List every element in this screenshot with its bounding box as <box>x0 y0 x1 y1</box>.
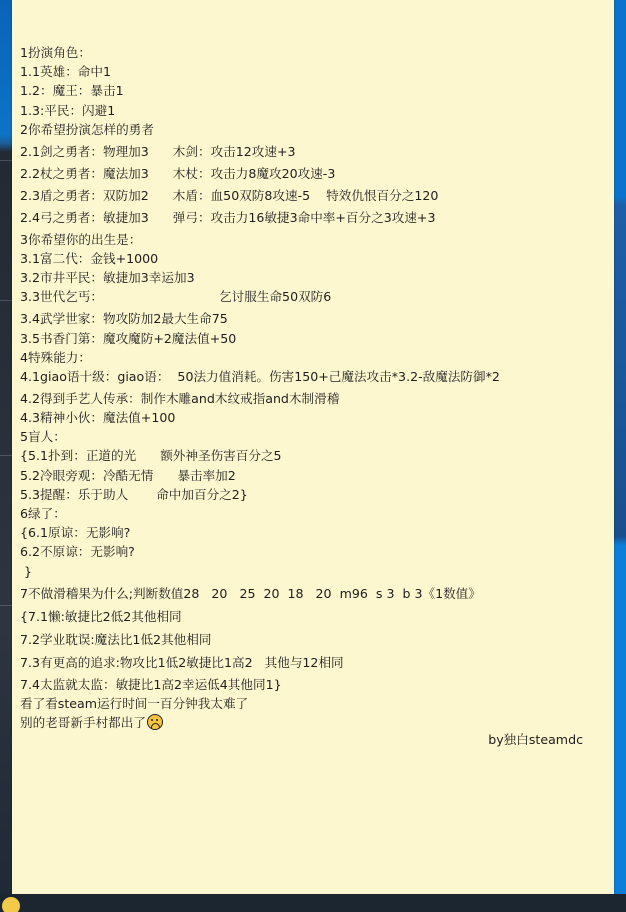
note-line: 2你希望扮演怎样的勇者 <box>20 121 154 137</box>
note-line: 4.1giao语十级：giao语： 50法力值消耗。伤害150+己魔法攻击*3.2-敌魔法防御*2 <box>20 368 500 384</box>
signature: by独白steamdc <box>488 732 583 747</box>
note-line: 4特殊能力： <box>20 349 91 365</box>
note-line: 7.3有更高的追求:物攻比1低2敏捷比1高2 其他与12相同 <box>20 654 344 670</box>
note-line: {5.1扑到：正道的光 额外神圣伤害百分之5 <box>20 448 282 464</box>
note-line: 3.4武学世家：物攻防加2最大生命75 <box>20 311 228 327</box>
background-window-left <box>0 0 12 894</box>
note-line: 4.2得到手艺人传承：制作木雕and木纹戒指and木制滑稽 <box>20 390 340 406</box>
sticky-note[interactable] <box>12 0 614 894</box>
note-text-area[interactable] <box>20 43 600 732</box>
note-line: 1.3:平民：闪避1 <box>20 102 116 118</box>
note-line: 3.3世代乞丐： 乞讨服生命50双防6 <box>20 289 332 305</box>
note-line: 7不做滑稽果为什么;判断数值28 20 25 20 18 20 m96 s 3 b 3《1数值》 <box>20 585 481 601</box>
note-line: 看了看steam运行时间一百分钟我太难了 <box>20 695 249 711</box>
background-desktop-right <box>614 0 626 894</box>
note-line: 5.2冷眼旁观：冷酷无情 暴击率加2 <box>20 467 236 483</box>
sad-face-icon <box>147 714 163 730</box>
note-line: 5盲人： <box>20 429 66 445</box>
note-line: {7.1懒:敏捷比2低2其他相同 <box>20 608 182 624</box>
taskbar-app-icon[interactable] <box>2 897 20 912</box>
note-line: 1扮演角色： <box>20 45 91 60</box>
note-line: 6.2不原谅：无影响? <box>20 544 135 560</box>
note-line: 5.3提醒：乐于助人 命中加百分之2} <box>20 486 248 502</box>
note-line: 3.5书香门第：魔攻魔防+2魔法值+50 <box>20 330 237 346</box>
note-line: 3.1富二代：金钱+1000 <box>20 250 159 266</box>
taskbar <box>0 894 626 912</box>
note-line: 3你希望你的出生是： <box>20 231 142 247</box>
note-line: } <box>20 563 33 579</box>
note-line-text: 别的老哥新手村都出了 <box>20 714 146 730</box>
note-line: {6.1原谅：无影响? <box>20 525 131 541</box>
note-line: 2.2杖之勇者：魔法加3 木杖：攻击力8魔攻20攻速-3 <box>20 165 336 181</box>
note-line: 7.4太监就太监：敏捷比1高2幸运低4其他同1} <box>20 676 282 692</box>
note-line: 7.2学业耽误:魔法比1低2其他相同 <box>20 631 212 647</box>
note-line: 6绿了： <box>20 506 66 521</box>
note-line: 4.3精神小伙：魔法值+100 <box>20 410 176 426</box>
note-line: 1.2：魔王：暴击1 <box>20 83 124 99</box>
note-line: 2.4弓之勇者：敏捷加3 弹弓：攻击力16敏捷3命中率+百分之3攻速+3 <box>20 209 436 225</box>
note-line: 1.1英雄：命中1 <box>20 64 112 80</box>
note-line: 3.2市井平民：敏捷加3幸运加3 <box>20 270 195 286</box>
note-line: 2.3盾之勇者：双防加2 木盾：血50双防8攻速-5 特效仇恨百分之120 <box>20 187 439 203</box>
note-line: 2.1剑之勇者：物理加3 木剑：攻击12攻速+3 <box>20 143 296 159</box>
